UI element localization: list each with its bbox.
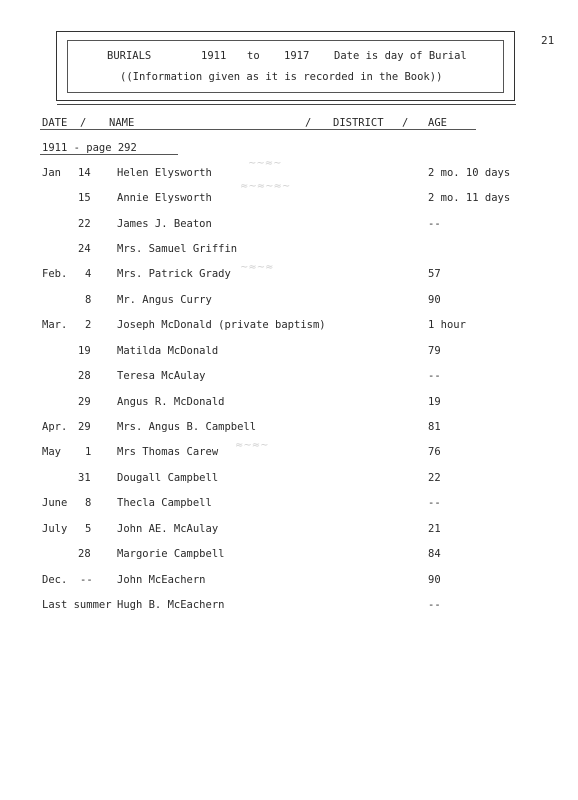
row-age: 76 — [428, 446, 441, 458]
row-age: 22 — [428, 472, 441, 484]
row-day: 2 — [85, 319, 92, 331]
row-age: 84 — [428, 548, 441, 560]
column-header-district: DISTRICT — [333, 117, 384, 129]
row-name: Helen Elysworth — [117, 167, 212, 179]
row-age: -- — [428, 370, 441, 382]
row-day: 22 — [78, 218, 91, 230]
row-age: 57 — [428, 268, 441, 280]
row-name: Dougall Campbell — [117, 472, 219, 484]
row-name: John AE. McAulay — [117, 523, 219, 535]
row-day: 5 — [85, 523, 92, 535]
row-name: Hugh B. McEachern — [117, 599, 225, 611]
header-year-end: 1917 — [284, 50, 310, 62]
row-age: -- — [428, 599, 441, 611]
column-header-age: AGE — [428, 117, 447, 129]
row-month: July — [42, 523, 68, 535]
column-header-underline — [40, 129, 476, 130]
faint-handwriting: ∼∼≈∼ — [248, 158, 282, 169]
row-name: Mrs. Angus B. Campbell — [117, 421, 257, 433]
row-name: Annie Elysworth — [117, 192, 212, 204]
row-name: Mrs. Patrick Grady — [117, 268, 231, 280]
row-name: Joseph McDonald (private baptism) — [117, 319, 326, 331]
row-month: Dec. — [42, 574, 68, 586]
column-separator: / — [80, 117, 87, 129]
row-name: Thecla Campbell — [117, 497, 212, 509]
header-year-start: 1911 — [201, 50, 227, 62]
row-month: May — [42, 446, 61, 458]
row-age: -- — [428, 218, 441, 230]
row-name: Mrs. Samuel Griffin — [117, 243, 238, 255]
row-day: 31 — [78, 472, 91, 484]
row-age: 81 — [428, 421, 441, 433]
header-note: Date is day of Burial — [334, 50, 467, 62]
row-day: 8 — [85, 294, 92, 306]
row-month: Jan — [42, 167, 61, 179]
row-day: 8 — [85, 497, 92, 509]
row-name: John McEachern — [117, 574, 206, 586]
row-age: 2 mo. 11 days — [428, 192, 511, 204]
faint-handwriting: ≈∼≈∼≈∼ — [240, 181, 291, 192]
faint-handwriting: ≈∼≈∼ — [235, 440, 269, 451]
header-to: to — [247, 50, 260, 62]
row-age: 2 mo. 10 days — [428, 167, 511, 179]
row-name: Angus R. McDonald — [117, 396, 225, 408]
section-underline — [40, 154, 178, 155]
row-month: June — [42, 497, 68, 509]
row-day: 14 — [78, 167, 91, 179]
row-month: Last summer — [42, 599, 112, 611]
row-name: Matilda McDonald — [117, 345, 219, 357]
row-name: Mr. Angus Curry — [117, 294, 212, 306]
column-separator: / — [402, 117, 409, 129]
row-day: 4 — [85, 268, 92, 280]
row-month: Apr. — [42, 421, 68, 433]
row-day: 29 — [78, 396, 91, 408]
row-age: 79 — [428, 345, 441, 357]
row-day: -- — [80, 574, 93, 586]
row-name: Teresa McAulay — [117, 370, 206, 382]
faint-handwriting: ∼≈∼≈ — [240, 262, 274, 273]
row-day: 1 — [85, 446, 92, 458]
row-day: 24 — [78, 243, 91, 255]
row-age: 90 — [428, 294, 441, 306]
header-box-inner — [67, 40, 504, 93]
section-heading: 1911 - page 292 — [42, 142, 137, 154]
row-day: 29 — [78, 421, 91, 433]
row-day: 28 — [78, 548, 91, 560]
header-box-shadow-line — [57, 104, 516, 105]
row-age: 1 hour — [428, 319, 466, 331]
row-name: Margorie Campbell — [117, 548, 225, 560]
row-age: 19 — [428, 396, 441, 408]
row-age: 90 — [428, 574, 441, 586]
column-separator: / — [305, 117, 312, 129]
header-subtitle: ((Information given as it is recorded in the Book)) — [120, 71, 443, 83]
row-name: Mrs Thomas Carew — [117, 446, 219, 458]
row-day: 19 — [78, 345, 91, 357]
row-day: 15 — [78, 192, 91, 204]
column-header-date: DATE — [42, 117, 68, 129]
row-day: 28 — [78, 370, 91, 382]
row-month: Feb. — [42, 268, 68, 280]
column-header-name: NAME — [109, 117, 135, 129]
row-name: James J. Beaton — [117, 218, 212, 230]
page-number: 21 — [541, 34, 555, 47]
header-title: BURIALS — [107, 50, 152, 62]
row-age: 21 — [428, 523, 441, 535]
row-age: -- — [428, 497, 441, 509]
row-month: Mar. — [42, 319, 68, 331]
